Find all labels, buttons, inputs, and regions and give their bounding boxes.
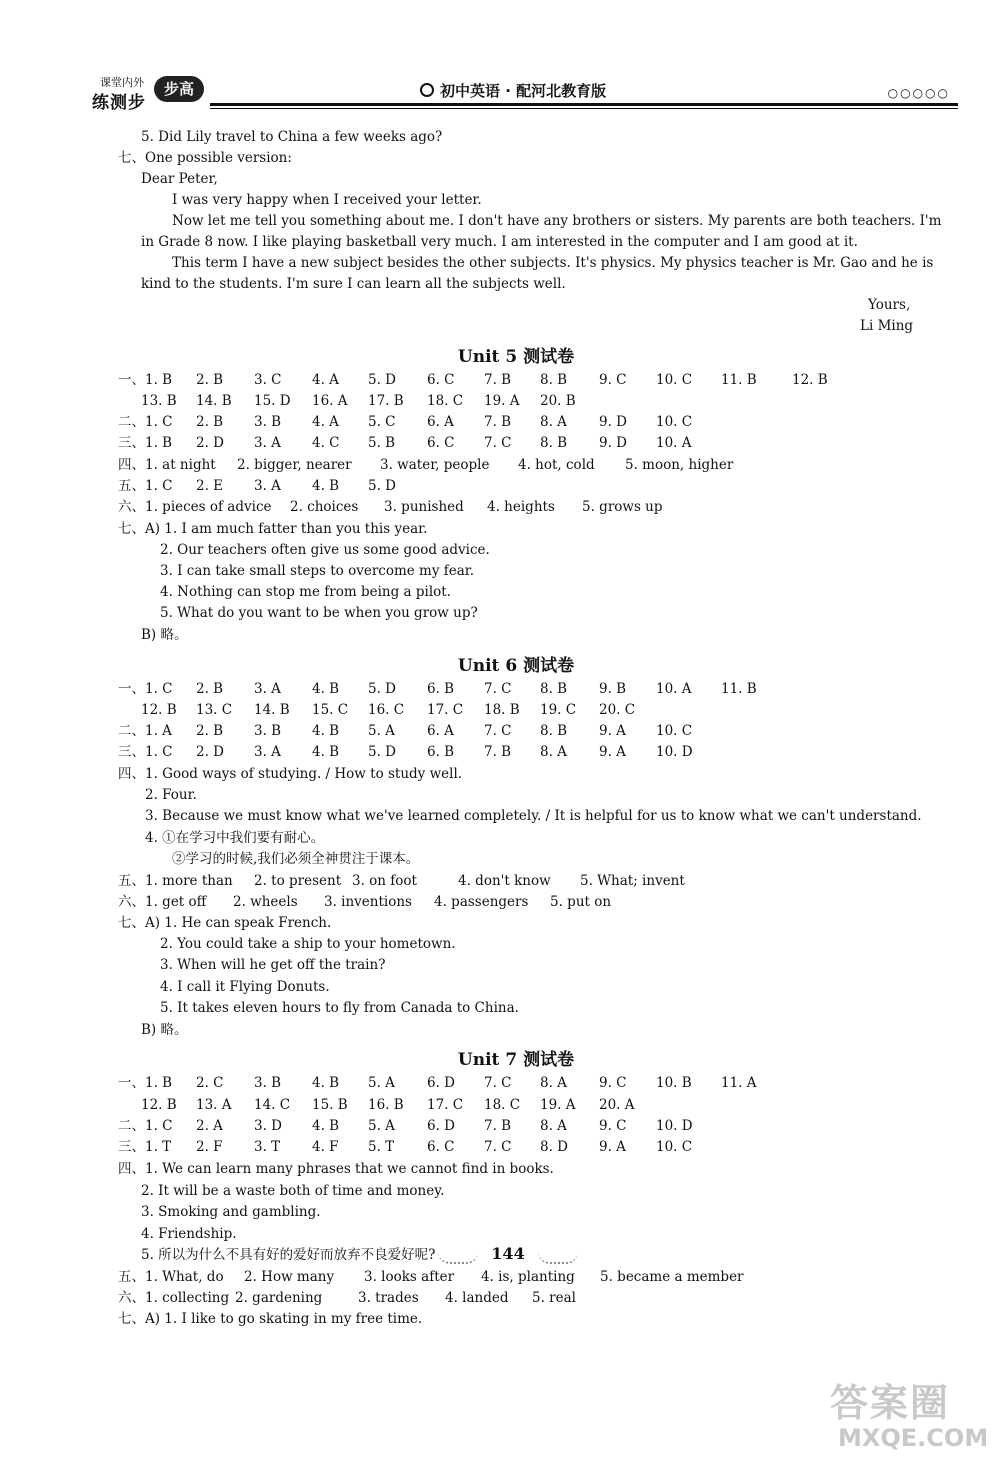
- answer: 10. A: [656, 435, 692, 451]
- answer-row: [0, 1096, 1000, 1114]
- answer: 10. C: [656, 372, 693, 388]
- text-line: 2. Four.: [145, 787, 197, 803]
- answer: 2. B: [196, 372, 224, 388]
- answer: 18. B: [484, 702, 520, 718]
- answer: 5. T: [368, 1139, 395, 1155]
- answer-row: [0, 1074, 1000, 1092]
- answer: 5. A: [368, 1118, 395, 1134]
- answer: 5. C: [368, 414, 396, 430]
- text-line: 2. It will be a waste both of time and money.: [141, 1183, 445, 1199]
- answer: 三、1. B: [118, 435, 173, 451]
- answer: 五、1. C: [118, 478, 173, 494]
- answer: 2. C: [196, 1075, 224, 1091]
- answer: 10. A: [656, 681, 692, 697]
- answer: 8. A: [540, 414, 567, 430]
- answer: 3. A: [254, 681, 281, 697]
- answer: 5. D: [368, 478, 396, 494]
- answer-row: [0, 722, 1000, 740]
- answer: 三、1. T: [118, 1139, 172, 1155]
- answer: 14. C: [254, 1097, 291, 1113]
- answer: 5. B: [368, 435, 396, 451]
- answer: 20. C: [599, 702, 636, 718]
- answer: 4. B: [312, 744, 340, 760]
- answer: 3. C: [254, 372, 282, 388]
- text-line: 4. Friendship.: [141, 1226, 237, 1242]
- text-line: 七、A) 1. I like to go skating in my free time.: [118, 1311, 423, 1327]
- answer: 4. don't know: [458, 873, 551, 889]
- answer: 10. C: [656, 1139, 693, 1155]
- answer: 13. C: [196, 702, 233, 718]
- header-title-text: 初中英语 · 配河北教育版: [440, 82, 607, 100]
- text-line: 4. ①在学习中我们要有耐心。: [145, 830, 325, 846]
- unit-title: Unit 5 测试卷: [457, 347, 575, 367]
- answer: 12. B: [141, 702, 177, 718]
- text-line: 4. I call it Flying Donuts.: [160, 979, 330, 995]
- page-number-text: 144: [491, 1244, 525, 1263]
- text-line: 四、1. We can learn many phrases that we cannot find in books.: [118, 1161, 554, 1177]
- answer-row: [0, 1138, 1000, 1156]
- answer: 15. D: [254, 393, 291, 409]
- answer: 六、1. collecting: [118, 1290, 230, 1306]
- answer: 14. B: [254, 702, 290, 718]
- answer: 4. is, planting: [481, 1269, 575, 1285]
- answer: 4. B: [312, 681, 340, 697]
- letter-signature: Li Ming: [860, 318, 914, 334]
- text-line: 5. Did Lily travel to China a few weeks ago?: [141, 129, 443, 145]
- answer: 15. C: [312, 702, 349, 718]
- answer: 10. B: [656, 1075, 692, 1091]
- letter-closing: Yours,: [868, 297, 911, 313]
- answer: 6. C: [427, 435, 455, 451]
- answer: 8. B: [540, 372, 568, 388]
- text-line: in Grade 8 now. I like playing basketball very much. I am interested in the computer and I am good at it.: [141, 234, 858, 250]
- text-line: 2. You could take a ship to your hometown.: [160, 936, 456, 952]
- answer: 10. C: [656, 723, 693, 739]
- flourish-left-icon: [438, 1252, 478, 1264]
- answer: 11. B: [721, 681, 757, 697]
- answer: 五、1. more than: [118, 873, 233, 889]
- answer: 7. B: [484, 372, 512, 388]
- answer: 3. trades: [358, 1290, 419, 1306]
- answer: 6. C: [427, 372, 455, 388]
- answer: 7. C: [484, 1139, 512, 1155]
- answer: 3. on foot: [352, 873, 417, 889]
- answer-row: [0, 392, 1000, 410]
- answer: 4. A: [312, 414, 339, 430]
- answer: 六、1. pieces of advice: [118, 499, 272, 515]
- answer: 5. A: [368, 723, 395, 739]
- brand-badge: 步高: [154, 76, 204, 102]
- answer: 9. C: [599, 1118, 627, 1134]
- answer: 8. A: [540, 1075, 567, 1091]
- watermark-logo-text: 答案圈: [830, 1381, 951, 1425]
- answer: 3. B: [254, 723, 282, 739]
- header-title: [420, 80, 606, 101]
- header-dots: ○○○○○: [887, 86, 950, 100]
- text-line: Dear Peter,: [141, 171, 218, 187]
- answer: 2. D: [196, 435, 224, 451]
- answer: 8. B: [540, 723, 568, 739]
- text-line: 七、A) 1. He can speak French.: [118, 915, 332, 931]
- answer: 4. hot, cold: [518, 457, 595, 473]
- answer: 17. C: [427, 702, 464, 718]
- answer: 5. D: [368, 372, 396, 388]
- answer: 17. C: [427, 1097, 464, 1113]
- answer: 8. D: [540, 1139, 568, 1155]
- answer: 9. D: [599, 414, 627, 430]
- text-line: 5. What do you want to be when you grow up?: [160, 605, 478, 621]
- answer: 6. A: [427, 414, 454, 430]
- answer: 20. B: [540, 393, 576, 409]
- circle-mark-icon: [420, 83, 434, 97]
- unit-title: Unit 7 测试卷: [457, 1050, 575, 1070]
- answer: 3. punished: [384, 499, 464, 515]
- answer: 2. B: [196, 723, 224, 739]
- answer: 5. D: [368, 681, 396, 697]
- text-line: Now let me tell you something about me. I don't have any brothers or sisters. My parents are both teachers. I'm: [172, 213, 942, 229]
- answer: 2. E: [196, 478, 224, 494]
- answer: 3. B: [254, 414, 282, 430]
- text-line: 4. Nothing can stop me from being a pilot.: [160, 584, 451, 600]
- answer: 5. real: [532, 1290, 576, 1306]
- answer-row: [0, 701, 1000, 719]
- answer: 3. A: [254, 478, 281, 494]
- answer: 6. A: [427, 723, 454, 739]
- answer: 一、1. C: [118, 681, 173, 697]
- flourish-right-icon: [538, 1252, 578, 1264]
- answer: 15. B: [312, 1097, 348, 1113]
- answer: 8. A: [540, 744, 567, 760]
- answer: 3. T: [254, 1139, 281, 1155]
- text-line: I was very happy when I received your letter.: [172, 192, 482, 208]
- answer: 6. C: [427, 1139, 455, 1155]
- answer: 2. bigger, nearer: [237, 457, 352, 473]
- answer: 3. B: [254, 1075, 282, 1091]
- answer: 9. C: [599, 1075, 627, 1091]
- text-line: ②学习的时候,我们必须全神贯注于课本。: [172, 851, 420, 867]
- answer: 10. D: [656, 1118, 693, 1134]
- page-header: [0, 0, 1000, 113]
- answer: 4. passengers: [434, 894, 529, 910]
- unit-title: Unit 6 测试卷: [457, 656, 575, 676]
- answer: 二、1. C: [118, 1118, 173, 1134]
- answer: 3. D: [254, 1118, 282, 1134]
- answer-row: [0, 1289, 1000, 1307]
- answer: 9. C: [599, 372, 627, 388]
- answer: 12. B: [141, 1097, 177, 1113]
- answer: 6. D: [427, 1118, 455, 1134]
- answer: 17. B: [368, 393, 404, 409]
- answer: 6. D: [427, 1075, 455, 1091]
- text-line: 七、A) 1. I am much fatter than you this year.: [118, 521, 428, 537]
- answer: 五、1. What, do: [118, 1269, 224, 1285]
- answer: 一、1. B: [118, 372, 173, 388]
- answer: 7. B: [484, 1118, 512, 1134]
- answer: 20. A: [599, 1097, 635, 1113]
- text-line: 四、1. Good ways of studying. / How to study well.: [118, 766, 463, 782]
- answer: 4. heights: [487, 499, 555, 515]
- answer: 7. C: [484, 723, 512, 739]
- answer-row: [0, 872, 1000, 890]
- answer: 2. to present: [254, 873, 342, 889]
- answer: 18. C: [427, 393, 464, 409]
- answer: 5. A: [368, 1075, 395, 1091]
- watermark-url: MXQE.COM: [838, 1424, 989, 1452]
- answer: 4. B: [312, 723, 340, 739]
- answer: 2. A: [196, 1118, 223, 1134]
- answer: 9. A: [599, 744, 626, 760]
- answer: 2. gardening: [235, 1290, 323, 1306]
- text-line: B) 略。: [141, 1022, 188, 1038]
- answer: 9. A: [599, 723, 626, 739]
- answer: 四、1. at night: [118, 457, 216, 473]
- answer: 2. How many: [244, 1269, 335, 1285]
- answer: 7. B: [484, 414, 512, 430]
- watermark: [828, 1372, 996, 1462]
- answer: 7. C: [484, 1075, 512, 1091]
- answer: 2. choices: [290, 499, 359, 515]
- text-line: 5. 所以为什么不具有好的爱好而放弃不良爱好呢?: [141, 1247, 436, 1263]
- answer: 9. B: [599, 681, 627, 697]
- answer: 三、1. C: [118, 744, 173, 760]
- answer: 5. grows up: [582, 499, 663, 515]
- answer: 11. B: [721, 372, 757, 388]
- brand-small-text: 课堂内外: [100, 76, 144, 89]
- answer: 11. A: [721, 1075, 757, 1091]
- answer-row: [0, 1117, 1000, 1135]
- answer-row: [0, 434, 1000, 452]
- answer-row: [0, 893, 1000, 911]
- answer: 3. A: [254, 435, 281, 451]
- answer: 6. B: [427, 681, 455, 697]
- answer: 8. B: [540, 681, 568, 697]
- answer: 3. A: [254, 744, 281, 760]
- answer: 14. B: [196, 393, 232, 409]
- answer: 3. looks after: [364, 1269, 455, 1285]
- answer: 4. B: [312, 1075, 340, 1091]
- answer: 9. A: [599, 1139, 626, 1155]
- answer: 二、1. C: [118, 414, 173, 430]
- answer: 2. F: [196, 1139, 223, 1155]
- text-line: B) 略。: [141, 627, 188, 643]
- answer-row: [0, 680, 1000, 698]
- answer: 六、1. get off: [118, 894, 207, 910]
- answer: 9. D: [599, 435, 627, 451]
- answer: 2. B: [196, 414, 224, 430]
- answer: 5. became a member: [600, 1269, 744, 1285]
- answer: 10. D: [656, 744, 693, 760]
- brand-name: 练测步: [92, 93, 146, 113]
- answer: 7. C: [484, 435, 512, 451]
- answer: 4. C: [312, 435, 340, 451]
- answer: 6. B: [427, 744, 455, 760]
- answer: 19. A: [484, 393, 520, 409]
- header-rule: [210, 103, 958, 106]
- answer: 16. A: [312, 393, 348, 409]
- answer: 16. B: [368, 1097, 404, 1113]
- text-line: kind to the students. I'm sure I can learn all the subjects well.: [141, 276, 566, 292]
- answer-row: [0, 477, 1000, 495]
- answer: 4. F: [312, 1139, 339, 1155]
- answer: 4. B: [312, 1118, 340, 1134]
- answer: 8. B: [540, 435, 568, 451]
- answer: 3. inventions: [324, 894, 412, 910]
- answer: 5. D: [368, 744, 396, 760]
- header-rule-thin: [210, 108, 958, 109]
- answer: 13. B: [141, 393, 177, 409]
- page-number: [438, 1244, 578, 1274]
- text-line: 七、One possible version:: [118, 150, 292, 166]
- answer: 3. water, people: [380, 457, 490, 473]
- text-line: This term I have a new subject besides the other subjects. It's physics. My physics teacher is Mr. Gao and he is: [172, 255, 934, 271]
- answer: 二、1. A: [118, 723, 172, 739]
- answer: 7. B: [484, 744, 512, 760]
- answer: 2. B: [196, 681, 224, 697]
- answer: 4. B: [312, 478, 340, 494]
- answer: 一、1. B: [118, 1075, 173, 1091]
- answer: 2. D: [196, 744, 224, 760]
- answer: 19. A: [540, 1097, 576, 1113]
- answer-row: [0, 371, 1000, 389]
- answer: 5. put on: [550, 894, 612, 910]
- answer: 7. C: [484, 681, 512, 697]
- answer-row: [0, 456, 1000, 474]
- text-line: 2. Our teachers often give us some good advice.: [160, 542, 490, 558]
- answer-row: [0, 743, 1000, 761]
- text-line: 5. It takes eleven hours to fly from Canada to China.: [160, 1000, 519, 1016]
- answer: 4. A: [312, 372, 339, 388]
- answer-row: [0, 498, 1000, 516]
- answer: 13. A: [196, 1097, 232, 1113]
- answer: 5. What; invent: [580, 873, 685, 889]
- text-line: 3. Because we must know what we've learned completely. / It is helpful for us to know what we can't understand.: [145, 808, 922, 824]
- answer: 5. moon, higher: [625, 457, 734, 473]
- answer: 10. C: [656, 414, 693, 430]
- answer: 18. C: [484, 1097, 521, 1113]
- answer: 16. C: [368, 702, 405, 718]
- answer: 8. A: [540, 1118, 567, 1134]
- answer: 2. wheels: [233, 894, 298, 910]
- answer-row: [0, 413, 1000, 431]
- text-line: 3. I can take small steps to overcome my fear.: [160, 563, 475, 579]
- answer: 4. landed: [445, 1290, 509, 1306]
- text-line: 3. When will he get off the train?: [160, 957, 386, 973]
- answer: 12. B: [792, 372, 828, 388]
- text-line: 3. Smoking and gambling.: [141, 1204, 321, 1220]
- answer: 19. C: [540, 702, 577, 718]
